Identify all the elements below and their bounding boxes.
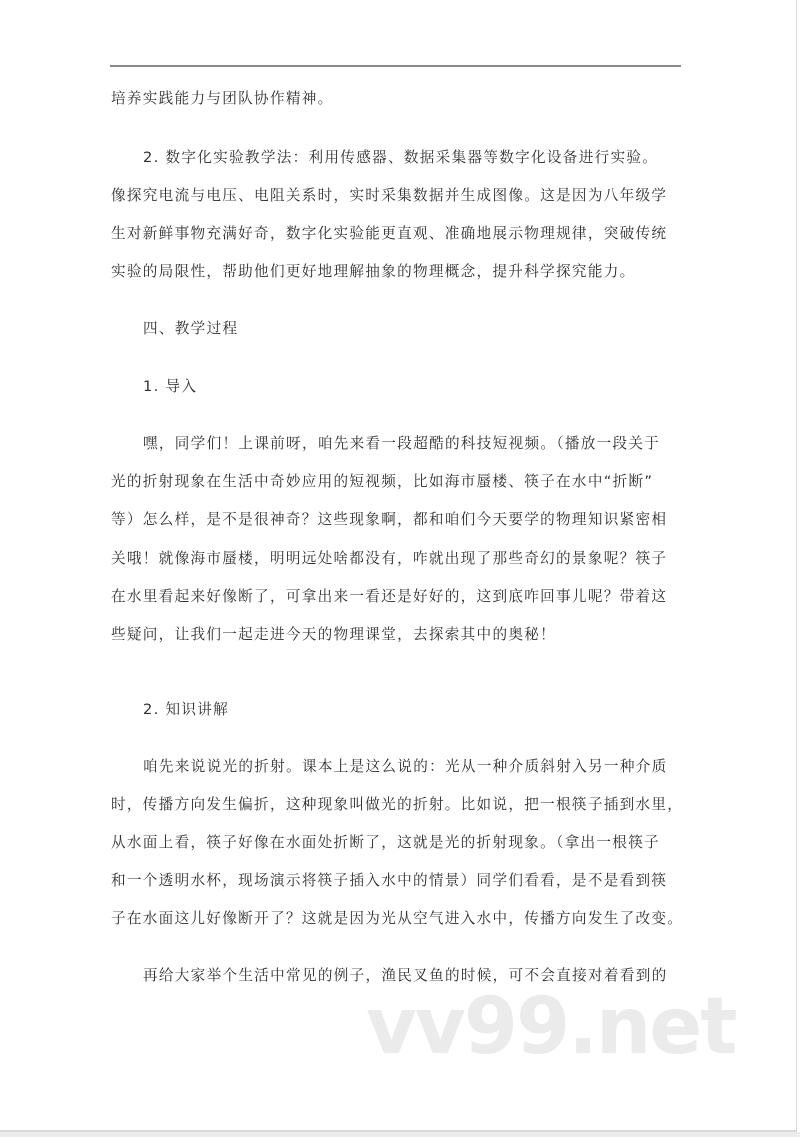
subheading-knowledge-explanation: 2. 知识讲解 (143, 701, 230, 718)
section-heading-teaching-process: 四、教学过程 (143, 320, 239, 337)
text-line: 光的折射现象在生活中奇妙应用的短视频，比如海市蜃楼、筷子在水中“折断” (111, 473, 654, 490)
text-line: 在水里看起来好像断了，可拿出来一看还是好好的，这到底咋回事儿呢？带着这 (111, 588, 668, 605)
text-line: 实验的局限性，帮助他们更好地理解抽象的物理概念，提升科学探究能力。 (111, 263, 636, 280)
text-line: 些疑问，让我们一起走进今天的物理课堂，去探索其中的奥秘！ (111, 626, 557, 643)
text-line: 关哦！就像海市蜃楼，明明远处啥都没有，咋就出现了那些奇幻的景象呢？筷子 (111, 550, 668, 567)
list-item-digital-experiment: 2. 数字化实验教学法：利用传感器、数据采集器等数字化设备进行实验。 (143, 149, 659, 166)
text-line: 时，传播方向发生偏折，这种现象叫做光的折射。比如说，把一根筷子插到水里， (111, 796, 684, 813)
text-line: 像探究电流与电压、电阻关系时，实时采集数据并生成图像。这是因为八年级学 (111, 187, 668, 204)
text-line: 生对新鲜事物充满好奇，数字化实验能更直观、准确地展示物理规律，突破传统 (111, 225, 668, 242)
watermark-text: vv99.net (366, 982, 736, 1072)
text-line: 和一个透明水杯，现场演示将筷子插入水中的情景）同学们看看，是不是看到筷 (111, 872, 668, 889)
text-line: 培养实践能力与团队协作精神。 (111, 90, 334, 107)
header-rule (110, 65, 681, 67)
text-line: 子在水面这儿好像断开了？这就是因为光从空气进入水中，传播方向发生了改变。 (111, 910, 684, 927)
subheading-introduction: 1. 导入 (143, 378, 198, 395)
text-line: 从水面上看，筷子好像在水面处折断了，这就是光的折射现象。（拿出一根筷子 (111, 834, 660, 851)
text-line: 咱先来说说光的折射。课本上是这么说的：光从一种介质斜射入另一种介质 (143, 758, 668, 775)
text-line: 再给大家举个生活中常见的例子，渔民叉鱼的时候，可不会直接对着看到的 (143, 967, 668, 984)
text-line: 嘿，同学们！上课前呀，咱先来看一段超酷的科技短视频。（播放一段关于 (143, 435, 661, 452)
page-bottom-edge (0, 1132, 800, 1137)
text-line: 等）怎么样，是不是很神奇？这些现象啊，都和咱们今天要学的物理知识紧密相 (111, 511, 668, 528)
